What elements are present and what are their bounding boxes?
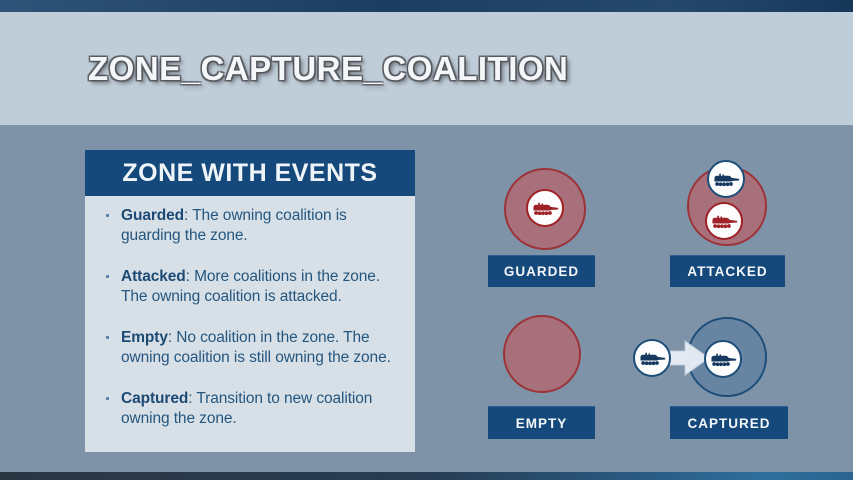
bullet-text: More coalitions in the zone. The owning coalition is attacked. [121, 268, 380, 305]
unit-circle-red [526, 189, 564, 227]
bottom-accent-bar [0, 472, 853, 480]
status-label: EMPTY [515, 415, 568, 431]
tank-icon [712, 170, 740, 188]
bullet-icon [106, 336, 109, 339]
bullet-separator: : [167, 329, 177, 346]
bullet-separator: : [185, 268, 195, 285]
panel-body [85, 196, 415, 452]
bullet-term: Captured [121, 390, 189, 407]
bullet-term: Attacked [121, 268, 186, 285]
bullet-separator: : [184, 207, 193, 224]
bullet-icon [106, 275, 109, 278]
tank-icon [709, 350, 737, 368]
panel-header [85, 150, 415, 196]
status-label: ATTACKED [687, 264, 768, 279]
panel-header-label: ZONE WITH EVENTS [122, 158, 378, 187]
list-item [97, 389, 397, 429]
bullet-text: Transition to new coalition owning the zone. [121, 390, 373, 427]
status-label: GUARDED [503, 264, 580, 279]
page-title: ZONE_CAPTURE_COALITION [88, 49, 569, 87]
unit-circle-blue [704, 340, 742, 378]
bullet-separator: : [188, 390, 197, 407]
top-accent-bar [0, 0, 853, 12]
status-badge-captured [670, 406, 788, 439]
list-item [97, 267, 397, 307]
status-label: CAPTURED [687, 415, 771, 431]
list-item [97, 328, 397, 368]
unit-circle-blue [633, 339, 671, 377]
tank-icon [710, 212, 738, 230]
bullet-text: The owning coalition is guarding the zone. [121, 207, 347, 244]
unit-circle-red [705, 202, 743, 240]
bullet-term: Empty [121, 329, 168, 346]
tank-icon [638, 349, 666, 367]
tank-icon [531, 199, 559, 217]
status-badge-guarded [488, 255, 595, 287]
unit-circle-blue [707, 160, 745, 198]
status-badge-empty [488, 406, 595, 439]
bullet-icon [106, 397, 109, 400]
bullet-text: No coalition in the zone. The owning coalition is still owning the zone. [121, 329, 391, 366]
zone-circle-empty [503, 315, 581, 393]
bullet-icon [106, 214, 109, 217]
bullet-term: Guarded [121, 207, 185, 224]
status-badge-attacked [670, 255, 785, 287]
list-item [97, 206, 397, 246]
title-band [0, 12, 853, 125]
